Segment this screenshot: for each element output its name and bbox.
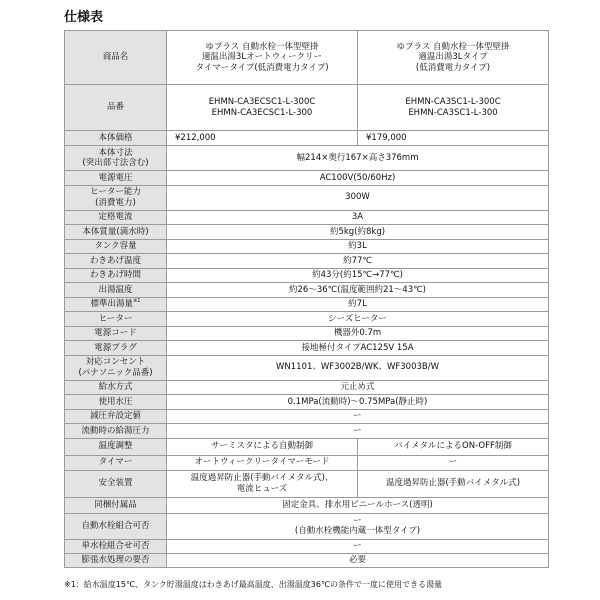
temp-control-col1: サーミスタによる自動制御 <box>167 438 358 455</box>
timer-col2: ー <box>358 455 549 470</box>
spec-row <box>65 225 549 240</box>
spec-row-value: 約7L <box>167 297 549 312</box>
label-product-name: 商品名 <box>65 31 167 85</box>
row-product-name <box>65 31 549 85</box>
label-auto-faucet: 自動水栓組合可否 <box>65 513 167 539</box>
spec-row-value: 約77℃ <box>167 254 549 269</box>
spec-row <box>65 297 549 312</box>
spec-row-value: 接地極付タイプAC125V 15A <box>167 341 549 356</box>
spec-row <box>65 326 549 341</box>
spec-row-label: 出湯温度 <box>65 283 167 298</box>
spec-row <box>65 341 549 356</box>
label-safety: 安全装置 <box>65 470 167 497</box>
row-safety <box>65 470 549 497</box>
accessories-value: 固定金具、排水用ビニールホース(透明) <box>167 497 549 513</box>
price-col1: ¥212,000 <box>167 131 358 146</box>
spec-row-value: 幅214×奥行167×高さ376mm <box>167 146 549 171</box>
spec-row <box>65 424 549 439</box>
timer-col1: オートウィークリータイマーモード <box>167 455 358 470</box>
spec-row-value: シーズヒーター <box>167 312 549 327</box>
spec-row <box>65 380 549 395</box>
spec-row <box>65 395 549 410</box>
spec-row-value: 300W <box>167 185 549 210</box>
spec-row-label: 電源プラグ <box>65 341 167 356</box>
spec-row-value: 約5kg(約8kg) <box>167 225 549 240</box>
spec-row <box>65 355 549 380</box>
row-price <box>65 131 549 146</box>
spec-row-label: ヒーター <box>65 312 167 327</box>
safety-col2: 温度過昇防止器(手動バイメタル式) <box>358 470 549 497</box>
spec-row <box>65 146 549 171</box>
spec-row-label: 減圧弁設定値 <box>65 409 167 424</box>
spec-row-value: 0.1MPa(流動時)～0.75MPa(静止時) <box>167 395 549 410</box>
spec-row-label: 定格電流 <box>65 210 167 225</box>
label-temp-control: 温度調整 <box>65 438 167 455</box>
label-single-faucet: 単水栓組合せ可否 <box>65 539 167 553</box>
safety-col1: 温度過昇防止器(手動バイメタル式)、 電流ヒューズ <box>167 470 358 497</box>
label-price: 本体価格 <box>65 131 167 146</box>
spec-row-label: 電源コード <box>65 326 167 341</box>
spec-row-label: タンク容量 <box>65 239 167 254</box>
footnote: ※1：給水温度15℃、タンク貯湯温度はわきあげ最高温度、出湯温度36℃の条件で一度に使用できる湯量 <box>64 580 442 589</box>
single-faucet-value: ー <box>167 539 549 553</box>
spec-row-label: 給水方式 <box>65 380 167 395</box>
spec-row-value: ー <box>167 409 549 424</box>
row-timer <box>65 455 549 470</box>
spec-row-value: 元止め式 <box>167 380 549 395</box>
spec-table <box>64 30 549 568</box>
row-auto-faucet <box>65 513 549 539</box>
part-number-col2: EHMN-CA3SC1-L-300C EHMN-CA3SC1-L-300 <box>358 85 549 131</box>
spec-row-value: 約43分(約15℃→77℃) <box>167 268 549 283</box>
spec-row-value: 3A <box>167 210 549 225</box>
product-name-col2: ゆプラス 自動水栓一体型壁掛 適温出湯3Lタイプ (低消費電力タイプ) <box>358 31 549 85</box>
spec-row <box>65 254 549 269</box>
spec-row-label: 本体質量(満水時) <box>65 225 167 240</box>
spec-row-value: 機器外0.7m <box>167 326 549 341</box>
spec-row-label: 標準出湯量$^{※1}$ <box>65 297 167 312</box>
row-single-faucet <box>65 539 549 553</box>
spec-row <box>65 268 549 283</box>
spec-row-value: 約3L <box>167 239 549 254</box>
spec-row-label: 対応コンセント (パナソニック品番) <box>65 355 167 380</box>
part-number-col1: EHMN-CA3ECSC1-L-300C EHMN-CA3ECSC1-L-300 <box>167 85 358 131</box>
spec-row <box>65 283 549 298</box>
page-title: 仕様表 <box>64 10 104 25</box>
spec-row-label: 本体寸法 (突出部寸法含む) <box>65 146 167 171</box>
spec-row-label: 電源電圧 <box>65 171 167 186</box>
spec-row-value: WN1101、WF3002B/WK、WF3003B/W <box>167 355 549 380</box>
spec-row <box>65 210 549 225</box>
spec-row <box>65 239 549 254</box>
label-timer: タイマー <box>65 455 167 470</box>
spec-row <box>65 312 549 327</box>
spec-row-value: ー <box>167 424 549 439</box>
spec-row <box>65 185 549 210</box>
spec-row <box>65 409 549 424</box>
row-accessories <box>65 497 549 513</box>
spec-row-label: ヒーター能力 (消費電力) <box>65 185 167 210</box>
spec-row-label: わきあげ温度 <box>65 254 167 269</box>
expansion-value: 必要 <box>167 553 549 567</box>
row-expansion <box>65 553 549 567</box>
row-part-number <box>65 85 549 131</box>
footnote-marker: ※1 <box>133 298 141 305</box>
auto-faucet-value: ー (自動水栓機能内蔵一体型タイプ) <box>167 513 549 539</box>
spec-row-label: わきあげ時間 <box>65 268 167 283</box>
label-expansion: 膨張水処理の要否 <box>65 553 167 567</box>
row-temp-control <box>65 438 549 455</box>
spec-row-label: 流動時の給湯圧力 <box>65 424 167 439</box>
product-name-col1: ゆプラス 自動水栓一体型壁掛 適温出湯3Lオートウィークリー タイマータイプ(低消費電力タイプ) <box>167 31 358 85</box>
spec-row <box>65 171 549 186</box>
temp-control-col2: バイメタルによるON-OFF制御 <box>358 438 549 455</box>
price-col2: ¥179,000 <box>358 131 549 146</box>
spec-row-label: 使用水圧 <box>65 395 167 410</box>
spec-row-value: 約26～36℃(温度範囲約21～43℃) <box>167 283 549 298</box>
spec-row-value: AC100V(50/60Hz) <box>167 171 549 186</box>
label-part-number: 品番 <box>65 85 167 131</box>
label-accessories: 同梱付属品 <box>65 497 167 513</box>
